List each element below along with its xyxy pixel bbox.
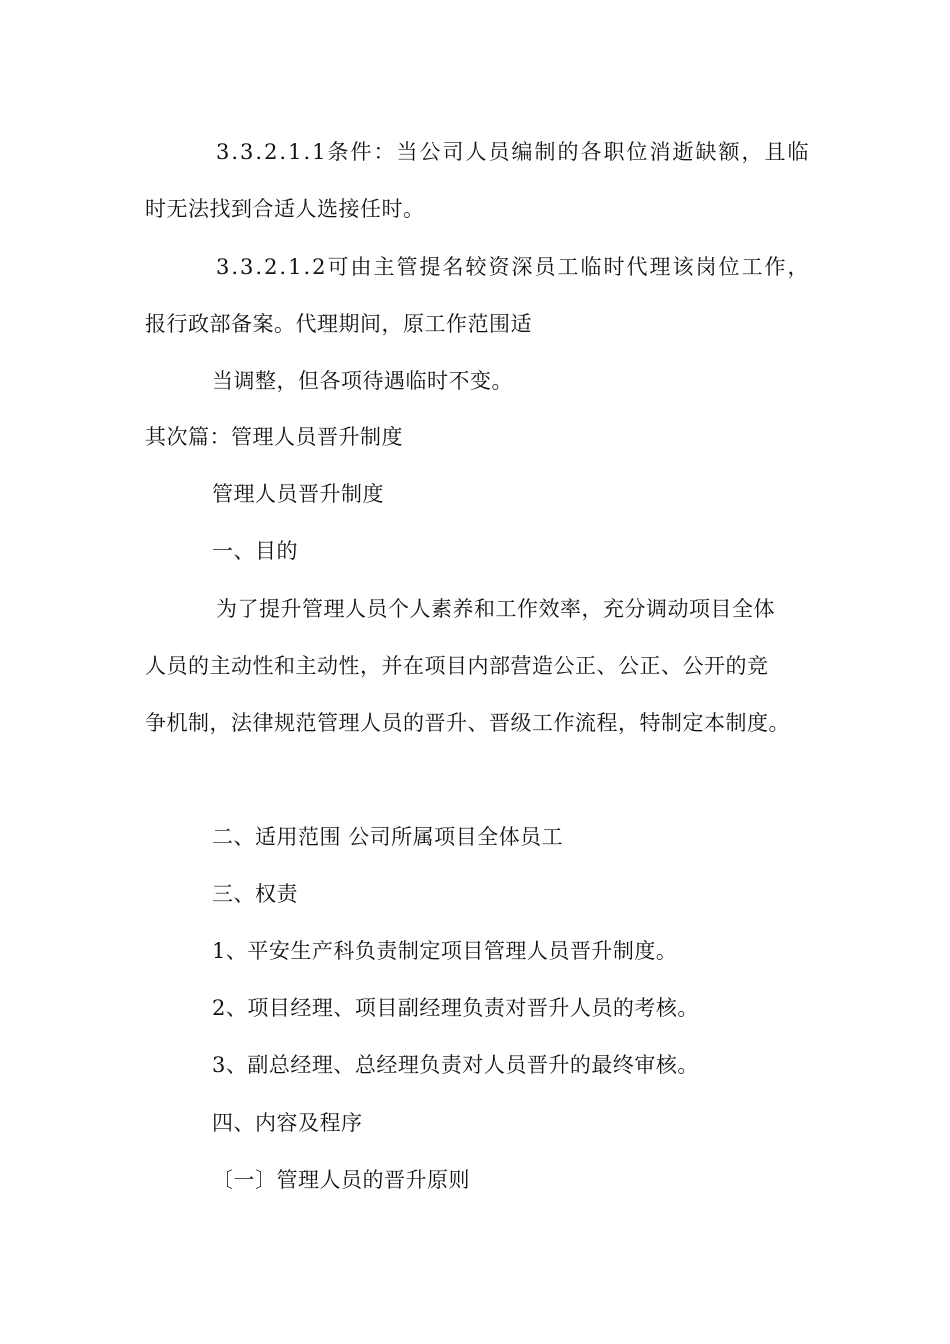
section-heading: 二、适用范围 公司所属项目全体员工: [212, 825, 564, 849]
list-item: 1、平安生产科负责制定项目管理人员晋升制度。: [212, 939, 678, 963]
paragraph-line: 人员的主动性和主动性，并在项目内部营造公正、公正、公开的竞: [145, 654, 769, 678]
section-heading: 一、目的: [212, 539, 298, 563]
list-item: 3、副总经理、总经理负责对人员晋升的最终审核。: [212, 1053, 699, 1077]
paragraph-line: 当调整，但各项待遇临时不变。: [212, 369, 513, 393]
paragraph-line: 时无法找到合适人选接任时。: [145, 197, 425, 221]
document-title: 管理人员晋升制度: [212, 482, 384, 506]
paragraph-line: 3.3.2.1.2可由主管提名较资深员工临时代理该岗位工作，: [216, 255, 811, 279]
section-heading: 四、内容及程序: [212, 1111, 363, 1135]
list-item: 2、项目经理、项目副经理负责对晋升人员的考核。: [212, 996, 699, 1020]
paragraph-line: 报行政部备案。代理期间，原工作范围适: [145, 312, 532, 336]
paragraph-line: 3.3.2.1.1条件：当公司人员编制的各职位消逝缺额，且临: [216, 140, 811, 164]
paragraph-line: 争机制，法律规范管理人员的晋升、晋级工作流程，特制定本制度。: [145, 711, 790, 735]
subsection-heading: 〔一〕管理人员的晋升原则: [212, 1168, 470, 1192]
paragraph-line: 为了提升管理人员个人素养和工作效率，充分调动项目全体: [216, 597, 775, 621]
section-heading: 三、权责: [212, 882, 298, 906]
section-heading: 其次篇：管理人员晋升制度: [145, 425, 403, 449]
